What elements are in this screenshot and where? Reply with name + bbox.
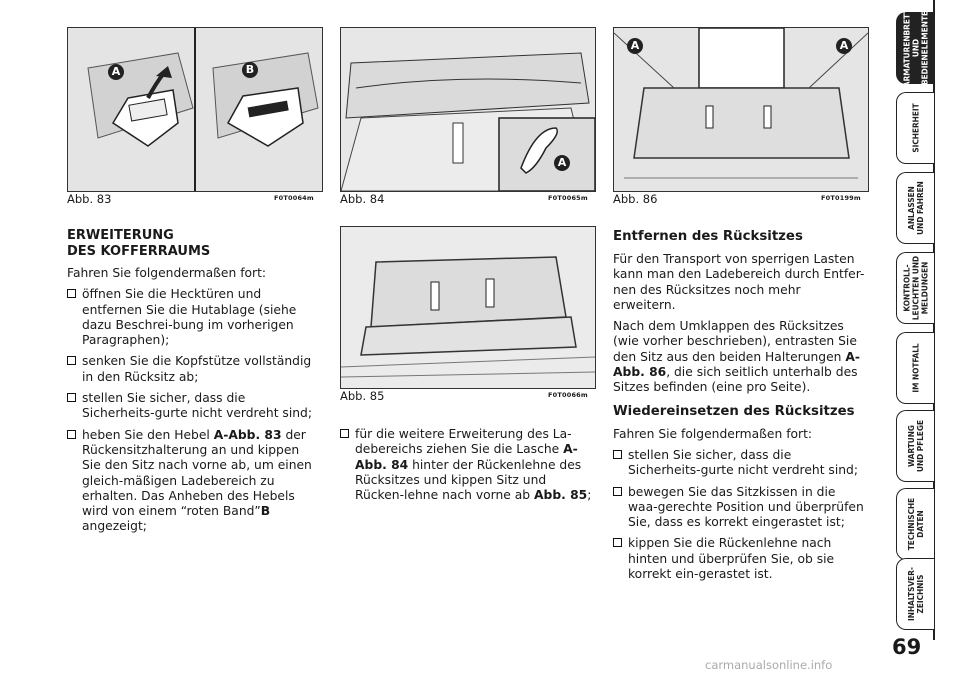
tab-technische-daten[interactable] [896, 488, 934, 560]
figure-84 [340, 27, 596, 192]
tab-label: IM NOTFALL [910, 343, 920, 393]
watermark[interactable]: carmanualsonline.info [705, 658, 833, 672]
chapter-tabs [896, 0, 960, 677]
figure-reference: A-Abb. 84 [355, 442, 578, 472]
figure-85-code: F0T0066m [548, 391, 588, 399]
bullet-text: bewegen Sie das Sitzkissen in die waa-gerechte Position und überprüfen Sie, dass es korrekt eingerastet ist; [628, 484, 864, 530]
intro-text: Fahren Sie folgendermaßen fort: [613, 426, 813, 441]
tab-label: INHALTSVER- ZEICHNIS [905, 567, 925, 621]
tab-sicherheit[interactable] [896, 92, 934, 164]
column-3 [613, 229, 867, 588]
figure-83-label-b: B [242, 62, 258, 78]
figure-reference: A-Abb. 83 [213, 427, 282, 442]
checkbox-bullet-icon [67, 430, 76, 439]
figure-85 [340, 226, 596, 389]
label-reference: B [260, 504, 271, 519]
checkbox-bullet-icon [613, 450, 622, 459]
tab-label: ANLASSEN UND FAHREN [905, 181, 925, 235]
figure-86 [613, 27, 869, 192]
figure-reference: Abb. 85 [534, 488, 588, 503]
tab-anlassen[interactable] [896, 172, 934, 244]
paragraph-text: , die sich seitlich unterhalb des Sitzes befinden (eine pro Seite). [613, 365, 858, 395]
paragraph: Für den Transport von sperrigen Lasten kann man den Ladebereich durch Entfer-nen des Rücksitzes noch mehr erweitern. [613, 252, 865, 312]
tab-label: WARTUNG UND PFLEGE [905, 419, 925, 473]
checkbox-bullet-icon [67, 356, 76, 365]
bullet-item [613, 448, 867, 479]
bullet-text: öffnen Sie die Hecktüren und entfernen Sie die Hutablage (siehe dazu Beschrei-bung im vorherigen Paragraphen); [82, 287, 297, 348]
bullet-text: ; [587, 488, 592, 503]
figure-86-caption: Abb. 86 [613, 192, 658, 206]
figure-83-caption: Abb. 83 [67, 192, 112, 206]
heading-line-1: ERWEITERUNG [67, 228, 174, 243]
bullet-text: senken Sie die Kopfstütze vollständig in den Rücksitz ab; [82, 354, 312, 384]
tab-inhaltsverzeichnis[interactable] [896, 558, 934, 630]
heading-reinstall-seat: Wiedereinsetzen des Rücksitzes [613, 403, 855, 419]
figure-86-label-a-right: A [836, 38, 852, 54]
bullet-item [67, 391, 321, 422]
tab-label: SICHERHEIT [910, 103, 920, 153]
bullet-item [67, 428, 321, 535]
figure-83-illustration [68, 28, 322, 191]
checkbox-bullet-icon [67, 289, 76, 298]
bullet-text: kippen Sie die Rückenlehne nach hinten und überprüfen Sie, ob sie korrekt ein-gerastet ist. [628, 536, 835, 582]
heading-line-2: DES KOFFERRAUMS [67, 244, 211, 259]
bullet-item [67, 354, 321, 385]
tab-label: TECHNISCHE DATEN [905, 497, 925, 551]
intro-text: Fahren Sie folgendermaßen fort: [67, 266, 267, 280]
tab-label: KONTROLL- LEUCHTEN UND MELDUNGEN [901, 255, 929, 321]
bullet-text: stellen Sie sicher, dass die Sicherheits-gurte nicht verdreht sind; [628, 447, 858, 478]
figure-reference: A-Abb. 86 [613, 349, 860, 380]
tab-label: ARMATURENBRETT UND BEDIENELEMENTE [901, 8, 929, 88]
checkbox-bullet-icon [340, 429, 349, 438]
checkbox-bullet-icon [613, 538, 622, 547]
bullet-text: der Rückensitzhalterung an und kippen Sie den Sitz nach vorne ab, um einen gleich-mäßigen Ladebereich zu erhalten. Das Anheben des Hebels wird von einem “roten Band” [82, 427, 312, 519]
figure-83-code: F0T0064m [274, 194, 314, 202]
checkbox-bullet-icon [67, 393, 76, 402]
page-number: 69 [892, 635, 922, 659]
figure-85-caption: Abb. 85 [340, 389, 385, 403]
bullet-item [613, 536, 867, 582]
tab-kontrollleuchten[interactable] [896, 252, 934, 324]
figure-85-illustration [341, 227, 595, 388]
figure-83-label-a: A [108, 64, 124, 80]
bullet-item [67, 287, 321, 348]
paragraph [613, 319, 867, 395]
figure-84-label-a: A [554, 155, 570, 171]
tab-armaturenbrett[interactable] [896, 8, 934, 88]
figure-84-code: F0T0065m [548, 194, 588, 202]
figure-86-illustration [614, 28, 868, 191]
bullet-text: angezeigt; [82, 519, 147, 534]
heading-remove-seat: Entfernen des Rücksitzes [613, 229, 803, 244]
bullet-item [613, 485, 867, 531]
bullet-text: heben Sie den Hebel [82, 427, 214, 442]
figure-84-caption: Abb. 84 [340, 192, 385, 206]
bullet-item [340, 427, 594, 503]
tab-wartung[interactable] [896, 410, 934, 482]
tab-notfall[interactable] [896, 332, 934, 404]
checkbox-bullet-icon [613, 487, 622, 496]
column-2 [340, 427, 594, 509]
figure-86-code: F0T0199m [821, 194, 861, 202]
section-heading [67, 228, 321, 260]
column-1 [67, 228, 321, 541]
bullet-text: stellen Sie sicher, dass die Sicherheits-gurte nicht verdreht sind; [82, 391, 312, 421]
figure-83 [67, 27, 323, 192]
paragraph-text: Nach dem Umklappen des Rücksitzes (wie vorher beschrieben), entrasten Sie den Sitz aus den beiden Halterungen [613, 319, 857, 364]
bullet-text: für die weitere Erweiterung des La-debereichs ziehen Sie die Lasche [355, 427, 572, 457]
figure-86-label-a-left: A [627, 38, 643, 54]
bullet-text: hinter der Rückenlehne des Rücksitzes und kippen Sitz und Rücken-lehne nach vorne ab [355, 457, 582, 503]
